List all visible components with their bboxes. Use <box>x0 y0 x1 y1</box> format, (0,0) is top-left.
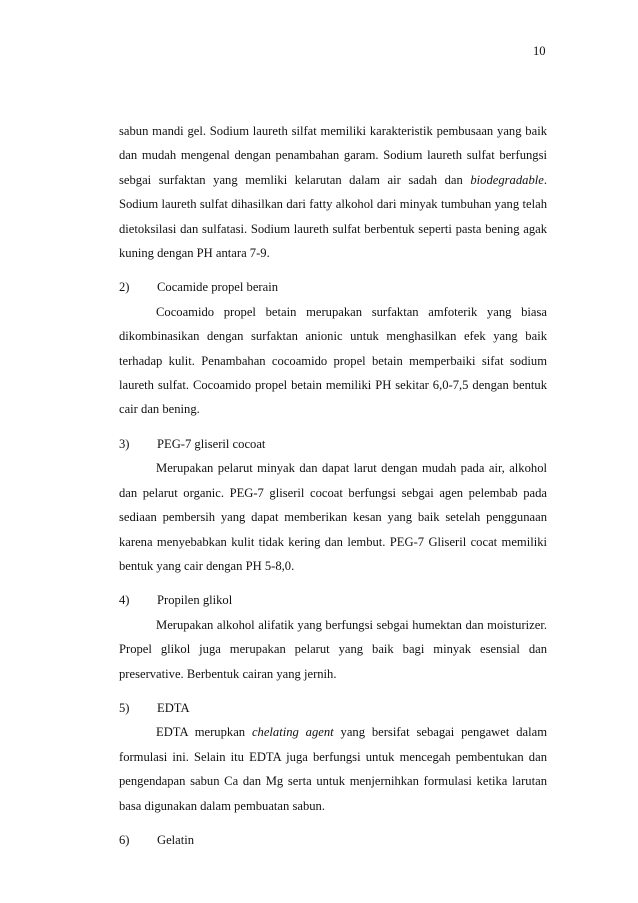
intro-italic-term: biodegradable <box>470 172 544 187</box>
item-heading-5 <box>119 696 547 720</box>
page-content <box>119 119 547 852</box>
intro-paragraph <box>119 119 547 265</box>
item-body: Cocoamido propel betain merupakan surfaktan amfoterik yang biasa dikombinasikan dengan surfaktan anionic untuk menghasilkan efek yang baik terhadap kulit. Penambahan cocoamido propel betain memperbaiki sifat sodium laureth sulfat. Cocoamido propel betain memiliki PH sekitar 6,0-7,5 dengan bentuk cair dan bening. <box>119 304 547 417</box>
item-number: 5) <box>119 700 130 715</box>
item-heading-4 <box>119 588 547 612</box>
page-number: 10 <box>533 44 546 58</box>
intro-text: sabun mandi gel. Sodium laureth silfat memiliki karakteristik pembusaan yang baik dan mudah mengenal dengan penambahan garam. Sodium laureth sulfat berfungsi sebgai surfaktan yang memliki kelarutan dalam air sadah dan <box>119 124 547 187</box>
item-body-text-rest: yang bersifat sebagai pengawet dalam formulasi ini. Selain itu EDTA juga berfungsi untuk mencegah pembentukan dan pengendapan sabun Ca dan Mg serta untuk menjernihkan formulasi ketika larutan basa digunakan dalam pembuatan sabun. <box>119 725 547 813</box>
item-body-text: EDTA merupkan <box>156 725 252 740</box>
item-heading-2 <box>119 275 547 299</box>
item-number: 4) <box>119 593 130 608</box>
item-title: Cocamide propel berain <box>157 280 278 295</box>
item-body <box>119 720 547 818</box>
item-number: 3) <box>119 436 130 451</box>
item-title: EDTA <box>157 700 190 715</box>
intro-text-rest: . Sodium laureth sulfat dihasilkan dari fatty alkohol dari minyak tumbuhan yang telah dietoksilasi dan sulfatasi. Sodium laureth sulfat berbentuk seperti pasta bening agak kuning dengan PH antara 7-9. <box>119 172 547 261</box>
item-italic-term: chelating agent <box>251 725 334 740</box>
item-heading-6 <box>119 828 547 852</box>
item-title: PEG-7 gliseril cocoat <box>157 436 266 451</box>
item-heading-3 <box>119 432 547 456</box>
item-title: Gelatin <box>157 832 195 847</box>
item-number: 6) <box>119 832 130 847</box>
item-body: Merupakan alkohol alifatik yang berfungsi sebgai humektan dan moisturizer. Propel glikol juga merupakan pelarut yang baik bagi minyak esensial dan preservative. Berbentuk cairan yang jernih. <box>119 617 547 681</box>
item-title: Propilen glikol <box>157 593 233 608</box>
item-number: 2) <box>119 280 130 295</box>
item-body: Merupakan pelarut minyak dan dapat larut dengan mudah pada air, alkohol dan pelarut organic. PEG-7 gliseril cocoat berfungsi sebgai agen pelembab pada sediaan pembersih yang dapat memberikan kesan yang baik setelah penggunaan karena menyebabkan kulit tidak kering dan lembut. PEG-7 Gliseril cocat memiliki bentuk yang cair dengan PH 5-8,0. <box>119 461 547 573</box>
